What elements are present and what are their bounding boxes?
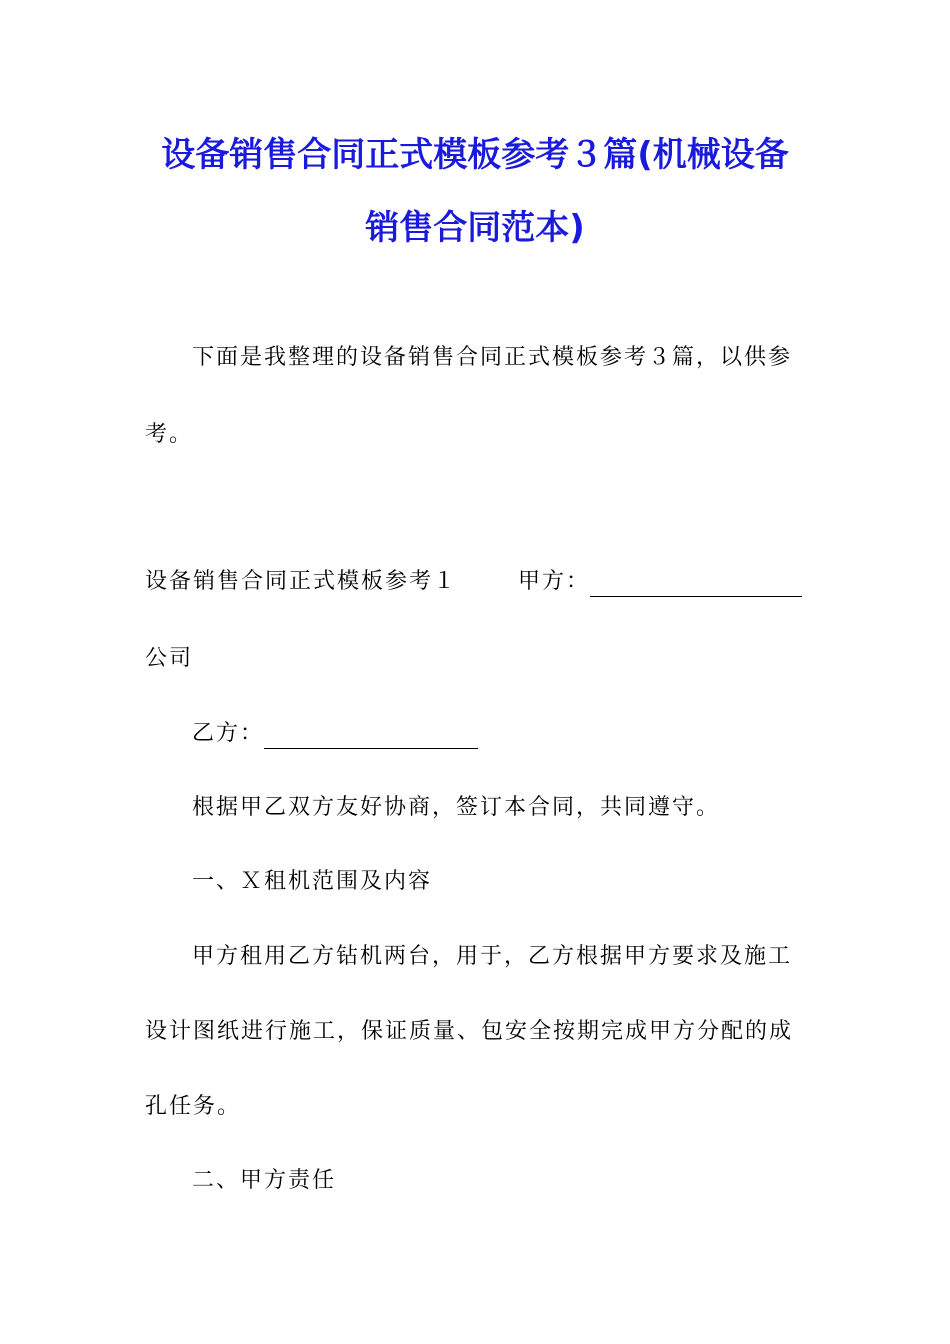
party-a-row	[518, 567, 802, 597]
party-a-label: 甲方：	[518, 569, 591, 594]
document-title-line-2: 销售合同范本)	[365, 208, 585, 248]
clause-1-title: 一、Ｘ租机范围及内容	[192, 869, 433, 894]
clause-1-text-line-1: 甲方租用乙方钻机两台，用于，乙方根据甲方要求及施工	[192, 944, 793, 969]
party-b-row	[192, 719, 478, 749]
clause-1-text-line-2: 设计图纸进行施工，保证质量、包安全按期完成甲方分配的成	[145, 1019, 794, 1044]
clause-1-text-line-3: 孔任务。	[145, 1094, 242, 1119]
party-a-blank	[590, 572, 802, 597]
clause-2-title: 二、甲方责任	[192, 1168, 337, 1193]
intro-paragraph-line-1: 下面是我整理的设备销售合同正式模板参考３篇，以供参	[192, 345, 793, 370]
party-b-blank	[264, 724, 478, 749]
party-b-label: 乙方：	[192, 721, 265, 746]
document-title-line-1: 设备销售合同正式模板参考３篇(机械设备	[161, 135, 789, 175]
intro-paragraph-line-2: 考。	[145, 422, 194, 447]
party-a-suffix: 公司	[145, 646, 194, 671]
agreement-text: 根据甲乙双方友好协商，签订本合同，共同遵守。	[192, 795, 721, 820]
section-1-heading: 设备销售合同正式模板参考１	[145, 569, 458, 594]
